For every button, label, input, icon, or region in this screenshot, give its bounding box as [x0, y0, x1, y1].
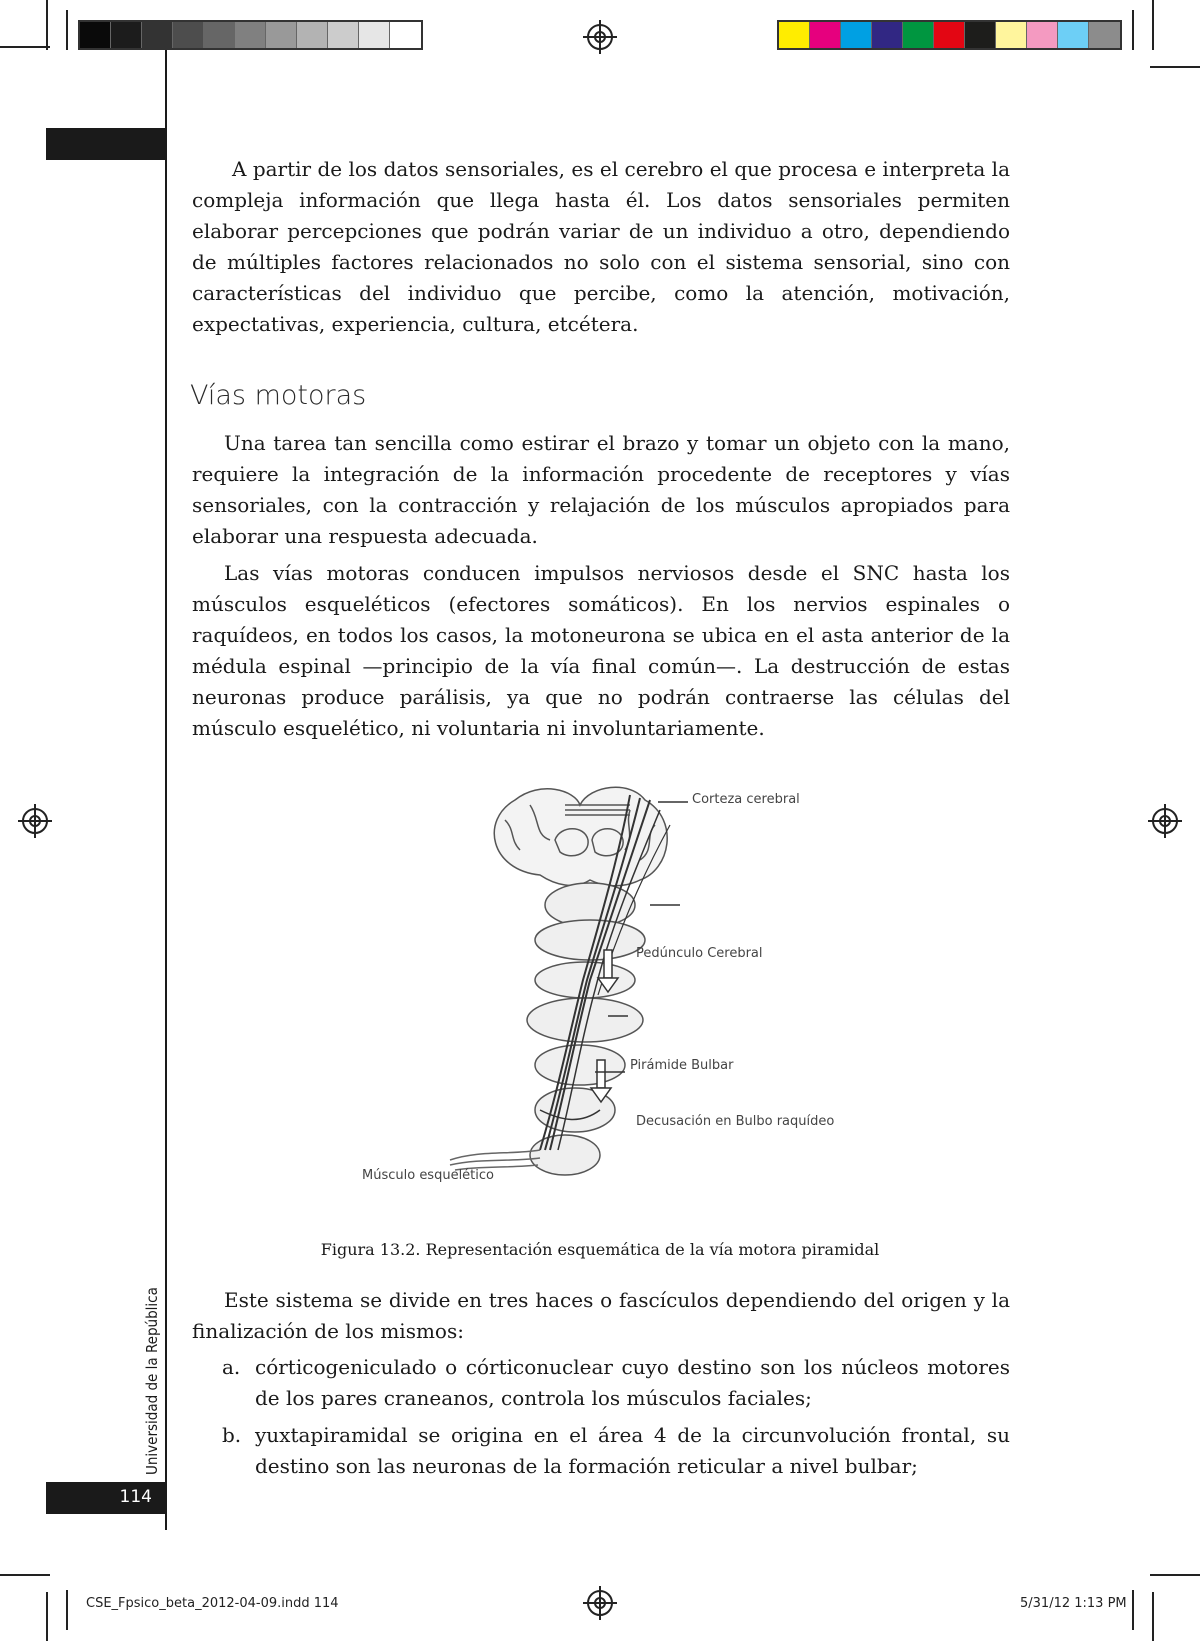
- figure-label-muscle: Músculo esquelético: [362, 1168, 494, 1183]
- color-calibration-bar: [777, 20, 1122, 50]
- grayscale-swatch: [390, 22, 421, 48]
- list-marker: a.: [222, 1355, 241, 1379]
- color-swatch: [841, 22, 872, 48]
- color-swatch: [779, 22, 810, 48]
- list-item: [222, 1420, 1010, 1482]
- classification-intro: [192, 1285, 1010, 1347]
- grayscale-swatch: [297, 22, 328, 48]
- page-spine-line: [165, 50, 167, 1530]
- color-swatch: [996, 22, 1027, 48]
- figure-label-cortex: Corteza cerebral: [692, 792, 800, 807]
- grayscale-swatch: [359, 22, 390, 48]
- color-swatch: [1058, 22, 1089, 48]
- grayscale-swatch: [235, 22, 266, 48]
- figure-caption: Figura 13.2. Representación esquemática de la vía motora piramidal: [320, 1240, 880, 1259]
- paragraph-2: Una tarea tan sencilla como estirar el brazo y tomar un objeto con la mano, requiere la integración de la información procedente de receptores y vías sensoriales, con la contracción y relajación de los músculos apropiados para elaborar una respuesta adecuada.: [192, 431, 1010, 548]
- paragraph-3: Las vías motoras conducen impulsos nerviosos desde el SNC hasta los músculos esqueléticos (efectores somáticos). En los nervios espinales o raquídeos, en todos los casos, la motoneurona se ubica en el asta anterior de la médula espinal —principio de la vía final común—. La destrucción de estas neuronas produce parálisis, ya que no podrán contraerse las células del músculo esquelético, ni voluntaria ni involuntariamente.: [192, 561, 1010, 740]
- figure-label-peduncle: Pedúnculo Cerebral: [636, 946, 763, 961]
- crop-mark: [0, 1574, 50, 1576]
- registration-mark-icon: [1152, 808, 1178, 834]
- figure-label-pyramid: Pirámide Bulbar: [630, 1058, 734, 1073]
- grayscale-swatch: [111, 22, 142, 48]
- crop-mark: [0, 46, 50, 48]
- color-swatch: [872, 22, 903, 48]
- grayscale-swatch: [173, 22, 204, 48]
- list-item-text: córticogeniculado o córticonuclear cuyo destino son los núcleos motores de los pares craneanos, controla los músculos faciales;: [255, 1355, 1010, 1410]
- chapter-tab: [46, 128, 166, 160]
- list-item-text: yuxtapiramidal se origina en el área 4 de la circunvolución frontal, su destino son las neuronas de la formación reticular a nivel bulbar;: [255, 1423, 1010, 1478]
- crop-mark: [1150, 1574, 1200, 1576]
- color-swatch: [934, 22, 965, 48]
- page-number: 114: [46, 1482, 166, 1514]
- color-swatch: [903, 22, 934, 48]
- list-item: [222, 1352, 1010, 1414]
- section-body: [192, 428, 1010, 744]
- grayscale-swatch: [266, 22, 297, 48]
- footer-filename: CSE_Fpsico_beta_2012-04-09.indd 114: [86, 1596, 339, 1611]
- footer-date: 5/31/12 1:13 PM: [1020, 1596, 1127, 1611]
- crop-mark: [1132, 10, 1134, 50]
- crop-mark: [1132, 1590, 1134, 1630]
- fascicle-list: [222, 1352, 1010, 1488]
- registration-mark-icon: [587, 1590, 613, 1616]
- crop-mark: [46, 0, 48, 50]
- motor-pathway-figure: [340, 780, 860, 1200]
- registration-mark-icon: [587, 24, 613, 50]
- grayscale-swatch: [328, 22, 359, 48]
- crop-mark: [1150, 66, 1200, 68]
- crop-mark: [66, 1590, 68, 1630]
- crop-mark: [1152, 0, 1154, 50]
- grayscale-calibration-bar: [78, 20, 423, 50]
- brain-diagram: [340, 780, 860, 1200]
- grayscale-swatch: [80, 22, 111, 48]
- list-marker: b.: [222, 1423, 242, 1447]
- registration-mark-icon: [22, 808, 48, 834]
- figure-label-decussation: Decusación en Bulbo raquídeo: [636, 1114, 835, 1129]
- color-swatch: [810, 22, 841, 48]
- color-swatch: [1089, 22, 1120, 48]
- crop-mark: [46, 1592, 48, 1641]
- intro-paragraph: [192, 154, 1010, 340]
- crop-mark: [66, 10, 68, 50]
- grayscale-swatch: [204, 22, 235, 48]
- university-label: Universidad de la República: [143, 1287, 161, 1475]
- section-heading: Vías motoras: [190, 380, 367, 411]
- paragraph-4: Este sistema se divide en tres haces o fascículos dependiendo del origen y la finalización de los mismos:: [192, 1288, 1010, 1343]
- crop-mark: [1152, 1592, 1154, 1641]
- color-swatch: [965, 22, 996, 48]
- paragraph-1: A partir de los datos sensoriales, es el cerebro el que procesa e interpreta la compleja información que llega hasta él. Los datos sensoriales permiten elaborar percepciones que podrán variar de un individuo a otro, dependiendo de múltiples factores relacionados no solo con el sistema sensorial, sino con características del individuo que percibe, como la atención, motivación, expectativas, experiencia, cultura, etcétera.: [192, 157, 1010, 336]
- color-swatch: [1027, 22, 1058, 48]
- grayscale-swatch: [142, 22, 173, 48]
